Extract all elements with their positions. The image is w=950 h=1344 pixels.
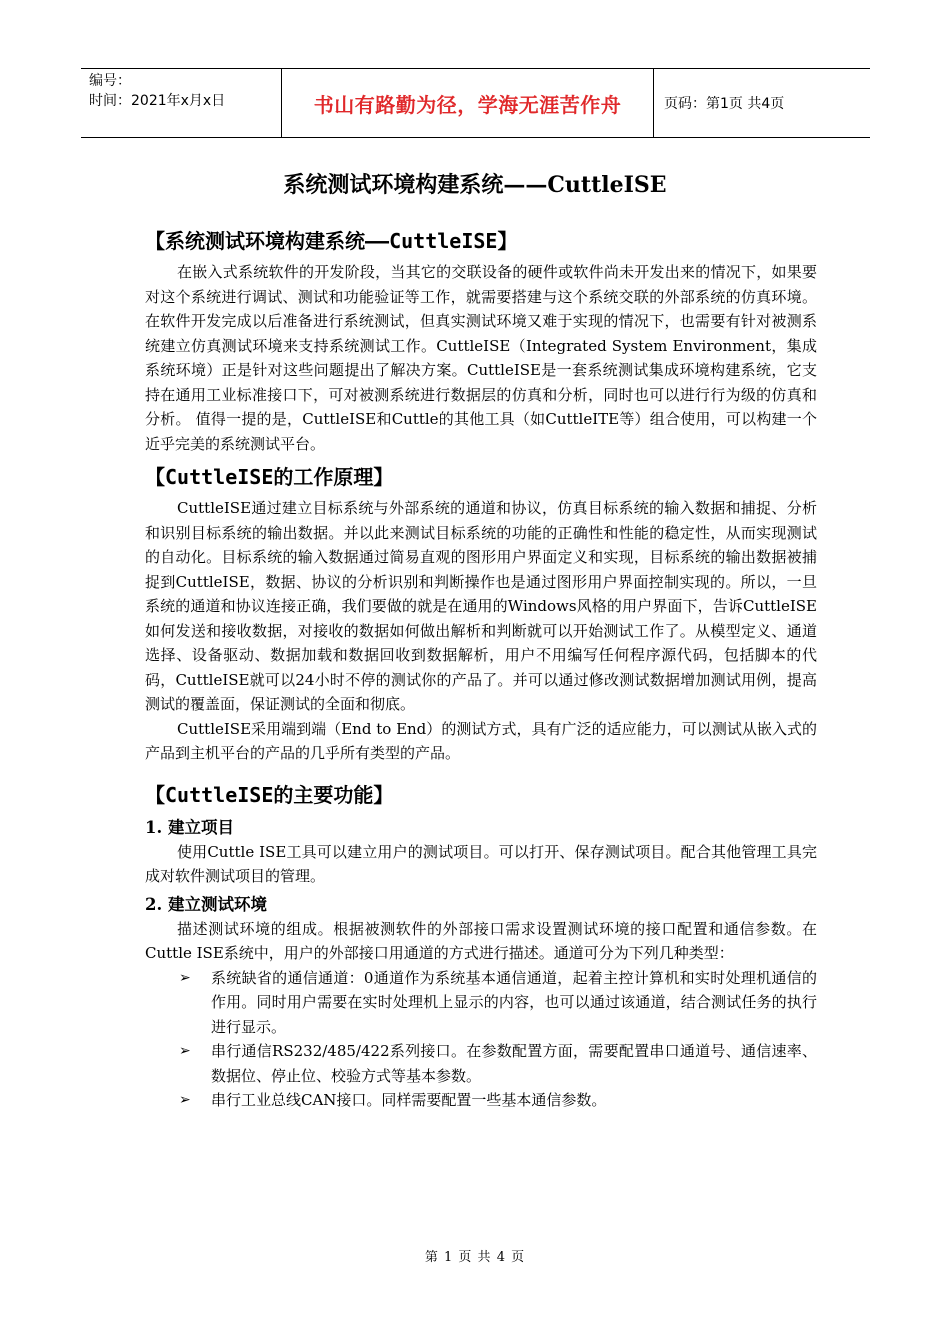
list-item-text: 串行通信RS232/485/422系列接口。在参数配置方面，需要配置串口通道号、通信速率、数据位、停止位、校验方式等基本参数。 (211, 1042, 817, 1085)
document-number-label: 编号： (89, 73, 131, 89)
list-item-text: 串行工业总线CAN接口。同样需要配置一些基本通信参数。 (211, 1091, 607, 1109)
list-item (179, 966, 817, 1040)
paragraph: CuttleISE采用端到端（End to End）的测试方式，具有广泛的适应能力，可以测试从嵌入式的产品到主机平台的产品的几乎所有类型的产品。 (145, 719, 817, 762)
header-table (81, 68, 870, 138)
document-date-label: 时间：2021年x月x日 (89, 93, 226, 109)
list-item (179, 1039, 817, 1088)
arrow-bullet-icon: ➢ (179, 969, 191, 986)
paragraph: 使用Cuttle ISE工具可以建立用户的测试项目。可以打开、保存测试项目。配合其他管理工具完成对软件测试项目的管理。 (145, 842, 817, 885)
header-page-cell (654, 69, 870, 137)
document-body (145, 218, 817, 1113)
list-item-text: 系统缺省的通信通道：0通道作为系统基本通信通道，起着主控计算机和实时处理机通信的作用。同时用户需要在实时处理机上显示的内容，也可以通过该通道，结合测试任务的执行进行显示。 (211, 968, 817, 1036)
function-item-title: 1. 建立项目 (145, 817, 234, 837)
section-heading: 【CuttleISE的工作原理】 (145, 465, 394, 489)
page-footer: 第 1 页 共 4 页 (424, 1250, 526, 1265)
channel-type-list (145, 966, 817, 1113)
paragraph: 在嵌入式系统软件的开发阶段，当其它的交联设备的硬件或软件尚未开发出来的情况下，如果要对这个系统进行调试、测试和功能验证等工作，就需要搭建与这个系统交联的外部系统的仿真环境。在软件开发完成以后准备进行系统测试，但真实测试环境又难于实现的情况下，也需要有针对被测系统建立仿真测试环境来支持系统测试工作。CuttleISE（Integrated System Environment，集成系统环境）正是针对这些问题提出了解决方案。CuttleISE是一套系统测试集成环境构建系统，它支持在通用工业标准接口下，可对被测系统进行数据层的仿真和分析，同时也可以进行行为级的仿真和分析。 值得一提的是，CuttleISE和Cuttle的其他工具（如CuttleITE等）组合使用，可以构建一个近乎完美的系统测试平台。 (145, 263, 817, 453)
header-motto: 书山有路勤为径，学海无涯苦作舟 (313, 92, 622, 117)
section-heading: 【系统测试环境构建系统——CuttleISE】 (145, 229, 518, 253)
list-item (179, 1088, 817, 1113)
section-principle (145, 462, 817, 766)
header-page-info: 页码：第1页 共4页 (664, 96, 785, 112)
arrow-bullet-icon: ➢ (179, 1092, 191, 1108)
section-functions (145, 780, 817, 1113)
document-title: 系统测试环境构建系统——CuttleISE (283, 172, 667, 198)
function-item-title: 2. 建立测试环境 (145, 894, 267, 914)
header-left-cell (81, 69, 282, 137)
paragraph: CuttleISE通过建立目标系统与外部系统的通道和协议，仿真目标系统的输入数据和捕捉、分析和识别目标系统的输出数据。并以此来测试目标系统的功能的正确性和性能的稳定性，从而实现测试的自动化。目标系统的输入数据通过简易直观的图形用户界面定义和实现，目标系统的输出数据被捕捉到CuttleISE，数据、协议的分析识别和判断操作也是通过图形用户界面控制实现的。所以，一旦系统的通道和协议连接正确，我们要做的就是在通用的Windows风格的用户界面下，告诉CuttleISE如何发送和接收数据，对接收的数据如何做出解析和判断就可以开始测试工作了。从模型定义、通道选择、设备驱动、数据加载和数据回收到数据解析，用户不用编写任何程序源代码，包括脚本的代码，CuttleISE就可以24小时不停的测试你的产品了。并可以通过修改测试数据增加测试用例，提高测试的覆盖面，保证测试的全面和彻底。 (145, 499, 817, 713)
section-intro (145, 226, 817, 456)
paragraph: 描述测试环境的组成。根据被测软件的外部接口需求设置测试环境的接口配置和通信参数。在Cuttle ISE系统中，用户的外部接口用通道的方式进行描述。通道可分为下列几种类型： (145, 919, 817, 962)
header-motto-cell (282, 69, 654, 137)
section-heading: 【CuttleISE的主要功能】 (145, 782, 394, 807)
arrow-bullet-icon: ➢ (179, 1043, 191, 1059)
